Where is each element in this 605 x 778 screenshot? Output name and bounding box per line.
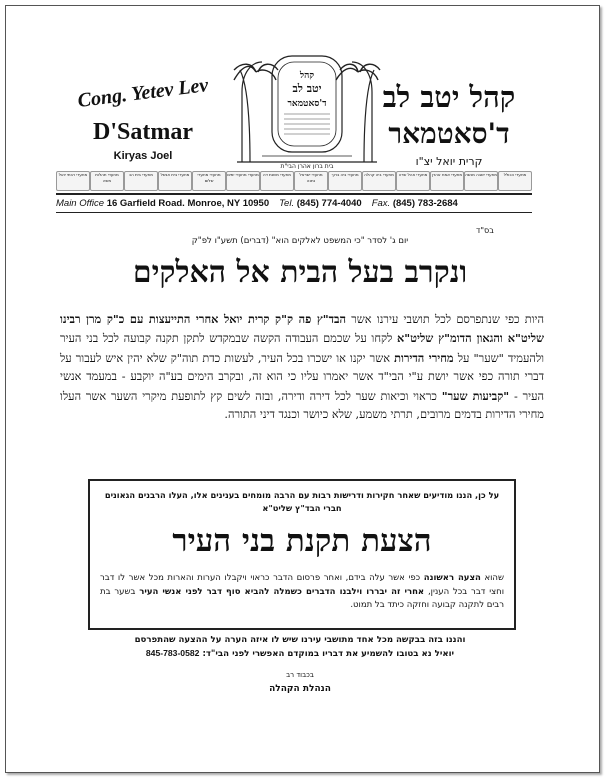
body-p3: אשר יקנו או ישכרו בכל העיר, לעשות כדת תוה"ק שלא יהין איש לעבור על דברי תורה כפי אשר יושת ע"י הבי"ד אשר יאמרו עליו כי הוא זה, ובקרב הימים בע"ה יוקבע - במעמד אנשי העיר - [60,351,544,403]
box-body-1: שהוא [484,573,505,583]
footer-request [88,634,512,661]
tel-number: (845) 774-4040 [296,198,362,209]
english-header [68,74,218,162]
headline: ונקרב בעל הבית אל האלקים [132,255,468,290]
main-office-label: Main Office [56,198,105,209]
address-bar [56,193,532,213]
institution-box: מחעדי ביה ברוך [328,171,362,191]
body-p2: לקחו על שכמם העבודה הקשה שבמקדש לתקן תקנה קבועה לכל בני העיר ולהעמיד "שער" על [60,332,545,365]
body-p3-bold: "קביעות שער" [441,388,510,403]
body-p1: היות כפי שנתפרסם לכל תושבי עירנו אשר [351,313,545,326]
institution-box: מחעדי רבתי יואל [56,171,90,191]
kehal-yetev-lev-he: קהל יטב לב [382,80,516,114]
body-paragraph [60,310,544,424]
crest-sub: בית ברון אהרן הבי"ת [280,163,334,170]
proposal-box [88,479,516,630]
body-p1-bold: הבד"ץ פה ק"ק קרית יואל אחרי התייעצות עם כ"ק מרן רבינו שליט"א והגאון הדומ"ץ שליט"א [60,312,544,346]
body-p4: כראוי וכיאות שער לכל דירה ודירה, ובזה לשים קץ לתופעת מיקרי השער אשר העלו מחירי הדירות בדמים מרובים, תרתי משמע, שלא כיושר וכנגד דיני התורה. [60,389,544,422]
fax-number: (845) 783-2684 [392,198,458,209]
kiryat-yoel-he: קרית יואל יצ"ו [415,155,483,168]
crest-line-1: קהל [299,71,315,81]
crest-line-3: ד'סאטמאר [287,99,327,109]
box-body-2-bold: אחרי זה יבררו וילבנו הדברים כשמלה להביא סוף דבר לפני אנשי העיר [139,586,425,597]
institution-box: מחעדי בית אנשל [158,171,192,191]
institution-box: מחעדי אמח אהרן [430,171,464,191]
institution-box: מחעדי מחעדי ימים [226,171,260,191]
box-body-3: בשער בת רבים לתקנה קבועה וחזקה כיתד בל תמוט. [100,586,504,611]
footer-line-1: והננו בזה בבקשה מכל אחד מתושבי עירנו שיש לו איזה הערה על ההצעה שהתפרסם [134,635,466,645]
box-body-1-bold: הצעה ראשונה [423,573,481,583]
signature: הנהלת הקהלה [269,684,331,694]
hebrew-header [374,80,524,168]
institution-box: מחעדי מחעדי שלום [192,171,226,191]
dsatmar-he: ד'סאטמאר [388,117,510,150]
institution-box: מחעדי הכולל [498,171,532,191]
institution-box: מחעדי אהל שרה [396,171,430,191]
congregation-name-en: Cong. Yetev Lev [76,74,210,112]
institutions-row [56,171,532,191]
institution-box: מחעדי בית הכ [124,171,158,191]
respect-line: בכבוד רב [286,671,314,679]
tel-label: Tel. [279,198,295,209]
institution-box: מחעדי ישראל נתנה [294,171,328,191]
crest-logo [232,52,382,170]
institution-box: מחעדי ישבה מנשה [464,171,498,191]
bsd-mark: בס"ד [476,226,494,235]
box-body [100,572,504,613]
institution-box: מחעדי משנת דה [260,171,294,191]
fax-label: Fax. [371,198,391,209]
footer-line-2: יואיל נא בטובו להשמיע את דבריו במוקדם האפשרי לפני הבי"ד: [202,649,455,659]
footer-phone: 845-783-0582 [145,648,200,658]
institution-box: מחעדי תהלות משה [90,171,124,191]
box-title: הצעת תקנת בני העיר [172,523,432,559]
crest-line-2: יטב לב [292,82,322,95]
institution-box: מחעדי ביה קהלה [362,171,396,191]
body-p2-bold: מחירי הדירות [394,350,454,365]
hebrew-date: יום ג' לסדר "כי המשפט לאלקים הוא" (דברים) תשע"ו לפ"ק [191,236,409,246]
box-body-2: כפי אשר עלה בידם, ואחר פרסום הדבר כראוי ויקבלו הערות והארות מכל אשר לו דבר וחצי דבר בכל הענין, [100,573,505,597]
box-intro: על כן, הננו מודיעים שאחר חקירות ודרישות רבות עם הרבה מומחים בענינים אלו, העלו הרבנים הגאונים חברי הבד"ץ שליט"א [104,490,500,513]
street-address: 16 Garfield Road. Monroe, NY 10950 [106,198,270,209]
dsatmar-en: D'Satmar [93,119,193,145]
kiryas-joel-en: Kiryas Joel [113,150,173,162]
